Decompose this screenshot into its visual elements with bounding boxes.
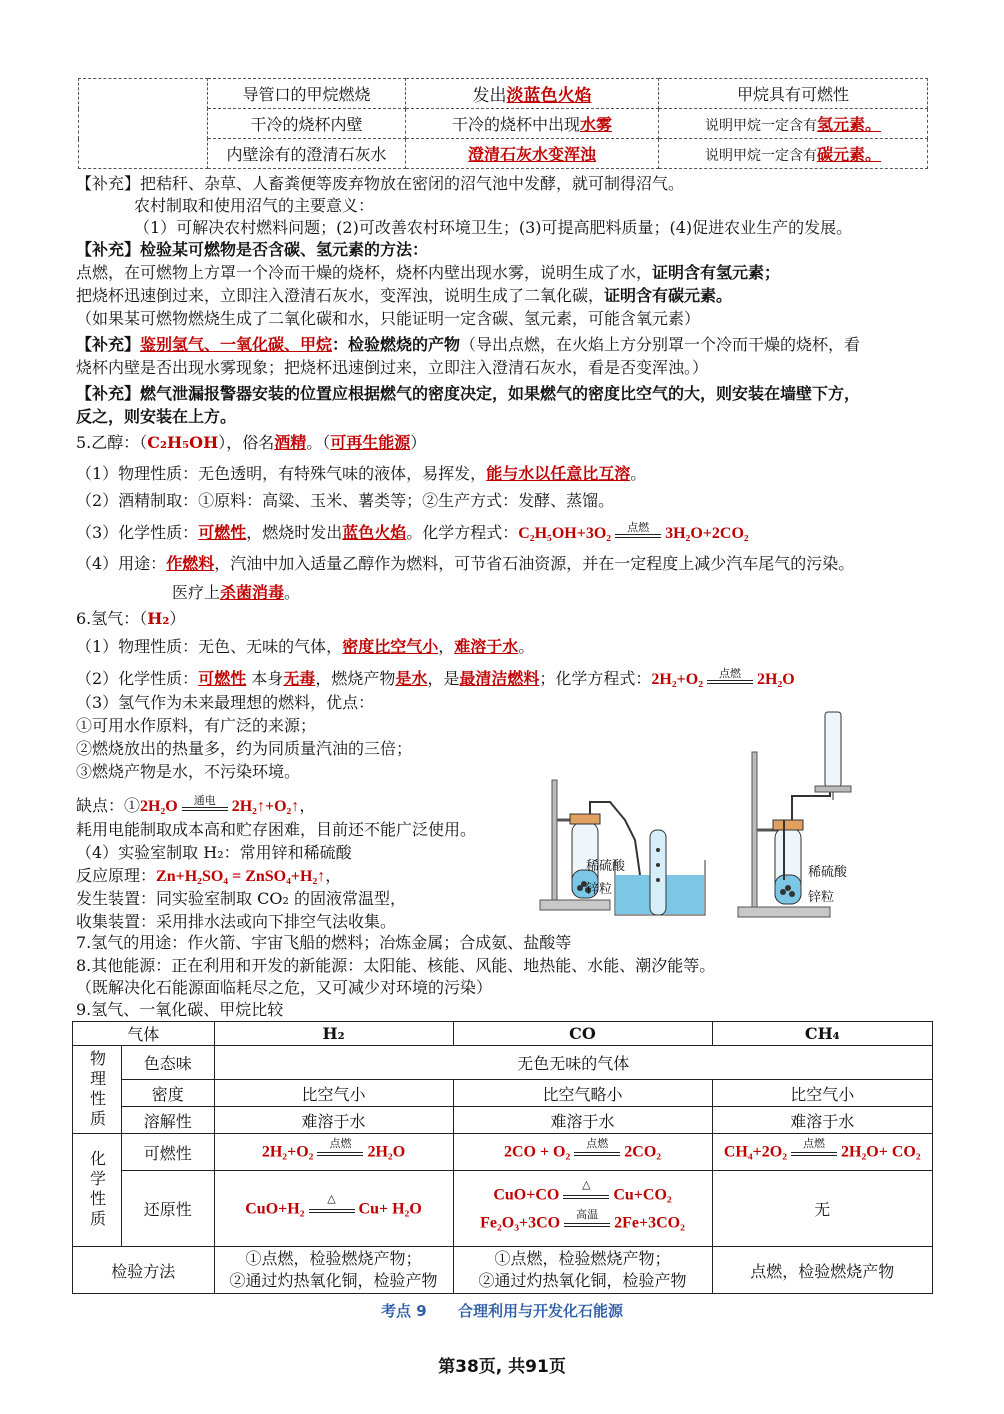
reaction-condition: 点燃 xyxy=(615,523,661,545)
apparatus-label: 稀硫酸 xyxy=(808,865,848,880)
table-row xyxy=(79,79,928,109)
row-label: 检验方法 xyxy=(73,1247,215,1294)
supp2-line2: 把烧杯迅速倒过来，立即注入澄清石灰水，变浑浊，说明生成了二氧化碳，证明含有碳元素。 xyxy=(76,286,733,305)
table-cell: 比空气略小 xyxy=(453,1080,712,1107)
table-cell: CuO+H₂ △ Cu+ H₂O xyxy=(214,1171,453,1247)
header-cell: 气体 xyxy=(73,1022,215,1046)
hydrogen-physical: （1）物理性质：无色、无味的气体，密度比空气小，难溶于水。 xyxy=(76,637,535,656)
table-cell: ①点燃，检验燃烧产物； ②通过灼热氧化铜，检验产物 xyxy=(214,1247,453,1294)
reaction-condition: 点燃 xyxy=(317,1141,363,1163)
table-cell-empty xyxy=(79,79,208,169)
table-cell: 甲烷具有可燃性 xyxy=(659,79,928,109)
table-cell: 说明甲烷一定含有氢元素。 xyxy=(659,109,928,139)
table-cell: 比空气小 xyxy=(712,1080,932,1107)
hydrogen-generator: 发生装置：同实验室制取 CO₂ 的固液常温型， xyxy=(76,889,406,908)
apparatus-label: 稀硫酸 xyxy=(586,859,626,874)
table-cell: 难溶于水 xyxy=(712,1107,932,1134)
supp3-line1: 【补充】鉴别氢气、一氧化碳、甲烷：检验燃烧的产物（导出点燃，在火焰上方分别罩一个冷而干燥的烧杯，看 xyxy=(76,335,861,354)
table-cell: 导管口的甲烷燃烧 xyxy=(208,79,406,109)
row-label: 色态味 xyxy=(122,1046,215,1080)
table-cell: 干冷的烧杯中出现水雾 xyxy=(406,109,659,139)
ethanol-production: （2）酒精制取：①原料：高粱、玉米、薯类等；②生产方式：发酵、蒸馏。 xyxy=(76,491,615,510)
supp4-line2: 反之，则安装在上方。 xyxy=(76,407,237,426)
table-cell: 2CO + O₂ 点燃 2CO₂ xyxy=(453,1134,712,1171)
reaction-condition: △ xyxy=(563,1184,609,1206)
table-cell: 无色无味的气体 xyxy=(214,1046,932,1080)
hydrogen-adv2: ②燃烧放出的热量多，约为同质量汽油的三倍； xyxy=(76,739,413,758)
table-cell: CH₄+2O₂ 点燃 2H₂O+ CO₂ xyxy=(712,1134,932,1171)
table-row xyxy=(73,1046,933,1080)
header-cell: CH₄ xyxy=(712,1022,932,1046)
hydrogen-disadvantage2: 耗用电能制取成本高和贮存困难，目前还不能广泛使用。 xyxy=(76,820,477,839)
table-cell: CuO+CO △ Cu+CO₂ Fe₂O₃+3CO 高温 2Fe+3CO₂ xyxy=(453,1171,712,1247)
page-footer: 第38页, 共91页 xyxy=(438,1357,566,1377)
section8-note: （既解决化石能源面临耗尽之危，又可减少对环境的污染） xyxy=(76,978,493,997)
table-row xyxy=(73,1022,933,1046)
supp2-line1: 点燃，在可燃物上方罩一个冷而干燥的烧杯，烧杯内壁出现水雾，说明生成了水，证明含有氢元素； xyxy=(76,263,781,282)
hydrogen-adv3: ③燃烧产物是水，不污染环境。 xyxy=(76,762,301,781)
table-cell: 难溶于水 xyxy=(453,1107,712,1134)
hydrogen-reaction: 反应原理：Zn+H₂SO₄ = ZnSO₄+H₂↑， xyxy=(76,866,342,885)
header-cell: CO xyxy=(453,1022,712,1046)
table-cell: 点燃，检验燃烧产物 xyxy=(712,1247,932,1294)
supp2-title: 【补充】检验某可燃物是否含碳、氢元素的方法： xyxy=(76,240,429,259)
reaction-condition: 通电 xyxy=(182,796,228,818)
table-cell: 比空气小 xyxy=(214,1080,453,1107)
ethanol-physical: （1）物理性质：无色透明，有特殊气味的液体，易挥发，能与水以任意比互溶。 xyxy=(76,464,647,483)
row-label: 还原性 xyxy=(122,1171,215,1247)
table-cell: 2H₂+O₂ 点燃 2H₂O xyxy=(214,1134,453,1171)
table-cell: 澄清石灰水变浑浊 xyxy=(406,139,659,169)
ethanol-medical: 医疗上杀菌消毒。 xyxy=(172,583,301,602)
table-row xyxy=(73,1134,933,1171)
apparatus-label: 锌粒 xyxy=(808,890,835,905)
hydrogen-collection: 收集装置：采用排水法或向下排空气法收集。 xyxy=(76,912,397,931)
section8: 8.其他能源：正在利用和开发的新能源：太阳能、核能、风能、地热能、水能、潮汐能等。 xyxy=(76,956,716,975)
table-cell: 无 xyxy=(712,1171,932,1247)
gas-comparison-table xyxy=(72,1021,933,1294)
reaction-condition: △ xyxy=(309,1198,355,1220)
table-cell: 内壁涂有的澄清石灰水 xyxy=(208,139,406,169)
table-cell: 说明甲烷一定含有碳元素。 xyxy=(659,139,928,169)
category-cell: 化学性质 xyxy=(73,1134,122,1247)
supp1-line1: 【补充】把秸秆、杂草、人畜粪便等废弃物放在密闭的沼气池中发酵，就可制得沼气。 xyxy=(76,174,685,193)
table-row xyxy=(73,1171,933,1247)
reaction-condition: 高温 xyxy=(564,1212,610,1234)
hydrogen-heading: 6.氢气：（H₂） xyxy=(76,609,186,628)
hydrogen-chemical: （2）化学性质：可燃性 本身无毒，燃烧产物是水，是最清洁燃料；化学方程式：2H₂+O₂ 点燃 2H₂O xyxy=(76,668,795,691)
hydrogen-disadvantage: 缺点：①2H₂O 通电 2H₂↑+O₂↑， xyxy=(76,795,315,818)
hydrogen-lab: （4）实验室制取 H₂：常用锌和稀硫酸 xyxy=(76,843,352,862)
apparatus-label: 锌粒 xyxy=(586,882,613,897)
ethanol-heading: 5.乙醇：（C₂H₅OH），俗名酒精。（可再生能源） xyxy=(76,433,427,452)
row-label: 可燃性 xyxy=(122,1134,215,1171)
table-cell: 发出淡蓝色火焰 xyxy=(406,79,659,109)
header-cell: H₂ xyxy=(214,1022,453,1046)
table-cell: 难溶于水 xyxy=(214,1107,453,1134)
table-row xyxy=(73,1247,933,1294)
supp1-line2: 农村制取和使用沼气的主要意义： xyxy=(134,196,375,215)
hydrogen-advantage-heading: （3）氢气作为未来最理想的燃料，优点： xyxy=(76,693,375,712)
reaction-condition: 点燃 xyxy=(791,1141,837,1163)
section-caption: 考点 9 合理利用与开发化石能源 xyxy=(380,1302,624,1320)
supp3-line2: 烧杯内壁是否出现水雾现象；把烧杯迅速倒过来，立即注入澄清石灰水，看是否变浑浊。） xyxy=(76,358,709,377)
reaction-condition: 点燃 xyxy=(707,669,753,691)
table-cell: ①点燃，检验燃烧产物； ②通过灼热氧化铜，检验产物 xyxy=(453,1247,712,1294)
methane-test-table xyxy=(78,78,928,169)
supp1-line3: （1）可解决农村燃料问题；(2)可改善农村环境卫生；(3)可提高肥料质量；(4)促进农业生产的发展。 xyxy=(134,218,853,237)
table-row xyxy=(73,1080,933,1107)
row-label: 密度 xyxy=(122,1080,215,1107)
ethanol-use: （4）用途：作燃料，汽油中加入适量乙醇作为燃料，可节省石油资源，并在一定程度上减少汽车尾气的污染。 xyxy=(76,554,855,573)
supp2-line3: （如果某可燃物燃烧生成了二氧化碳和水，只能证明一定含碳、氢元素，可能含氧元素） xyxy=(76,309,701,328)
ethanol-chemical: （3）化学性质：可燃性，燃烧时发出蓝色火焰。化学方程式：C₂H₅OH+3O₂ 点燃 3H₂O+2CO₂ xyxy=(76,522,749,545)
section7: 7.氢气的用途：作火箭、宇宙飞船的燃料；冶炼金属；合成氨、盐酸等 xyxy=(76,933,572,952)
supp4-line1: 【补充】燃气泄漏报警器安装的位置应根据燃气的密度决定，如果燃气的密度比空气的大，则安装在墙壁下方， xyxy=(76,384,861,403)
section9: 9.氢气、一氧化碳、甲烷比较 xyxy=(76,1000,284,1019)
table-cell: 干冷的烧杯内壁 xyxy=(208,109,406,139)
category-cell: 物理性质 xyxy=(73,1046,122,1134)
hydrogen-adv1: ①可用水作原料，有广泛的来源； xyxy=(76,716,317,735)
reaction-condition: 点燃 xyxy=(574,1141,620,1163)
row-label: 溶解性 xyxy=(122,1107,215,1134)
table-row xyxy=(73,1107,933,1134)
